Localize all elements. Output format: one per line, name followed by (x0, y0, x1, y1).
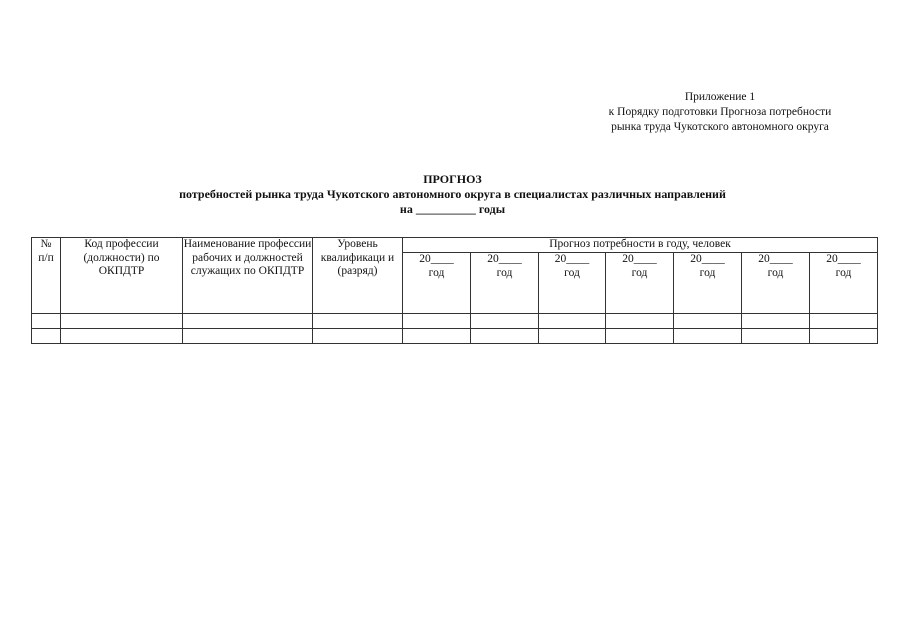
year-cell (539, 253, 606, 314)
header-profession-code: Код профессии (должности) по ОКПДТР (61, 238, 183, 314)
title-period: на __________ годы (399, 202, 506, 216)
table-cell (742, 329, 810, 344)
header-forecast-group: Прогноз потребности в году, человек (403, 238, 878, 253)
table-cell (742, 314, 810, 329)
table-cell (810, 314, 878, 329)
year-unit: год (631, 266, 648, 279)
year-unit: год (699, 266, 716, 279)
table-cell (539, 314, 606, 329)
table-cell (606, 329, 674, 344)
table-cell (810, 329, 878, 344)
year-cell (810, 253, 878, 314)
table-cell (32, 314, 61, 329)
year-value: 20____ (622, 253, 657, 265)
year-unit: год (835, 266, 852, 279)
header-number-line-2: п/п (38, 251, 54, 264)
year-cell (471, 253, 539, 314)
table-cell (471, 329, 539, 344)
table-cell (539, 329, 606, 344)
appendix-note (560, 90, 880, 135)
year-value: 20____ (554, 253, 590, 265)
header-row (32, 238, 878, 253)
header-profession-name: Наименование профессии рабочих и должностей служащих по ОКПДТР (183, 238, 313, 314)
year-cell (403, 253, 471, 314)
title-heading: ПРОГНОЗ (423, 172, 482, 186)
table-cell (32, 329, 61, 344)
table-row (32, 314, 878, 329)
header-number (32, 238, 61, 314)
document-title (0, 172, 905, 217)
appendix-line-2: к Порядку подготовки Прогноза потребности (608, 106, 832, 118)
header-qualification-level: Уровень квалификаци и (разряд) (313, 238, 403, 314)
table-row (32, 329, 878, 344)
year-value: 20____ (758, 253, 793, 265)
table-cell (313, 314, 403, 329)
year-unit: год (767, 266, 784, 279)
table-cell (183, 329, 313, 344)
forecast-table (31, 237, 878, 344)
appendix-line-1: Приложение 1 (684, 91, 756, 103)
year-value: 20____ (419, 253, 454, 265)
year-unit: год (428, 266, 445, 279)
table-cell (403, 329, 471, 344)
year-cell (674, 253, 742, 314)
table-cell (471, 314, 539, 329)
year-unit: год (564, 266, 580, 279)
year-unit: год (496, 266, 513, 279)
table-cell (674, 329, 742, 344)
table-cell (674, 314, 742, 329)
year-value: 20____ (826, 253, 861, 265)
year-value: 20____ (690, 253, 725, 265)
table-cell (61, 329, 183, 344)
table-cell (313, 329, 403, 344)
table-cell (606, 314, 674, 329)
year-cell (742, 253, 810, 314)
appendix-line-3: рынка труда Чукотского автономного округа (611, 121, 829, 133)
table-cell (183, 314, 313, 329)
title-subheading: потребностей рынка труда Чукотского автономного округа в специалистах различных направлений (179, 187, 726, 201)
table-cell (403, 314, 471, 329)
header-number-line-1: № (40, 238, 52, 250)
year-cell (606, 253, 674, 314)
year-value: 20____ (487, 253, 522, 265)
table-cell (61, 314, 183, 329)
